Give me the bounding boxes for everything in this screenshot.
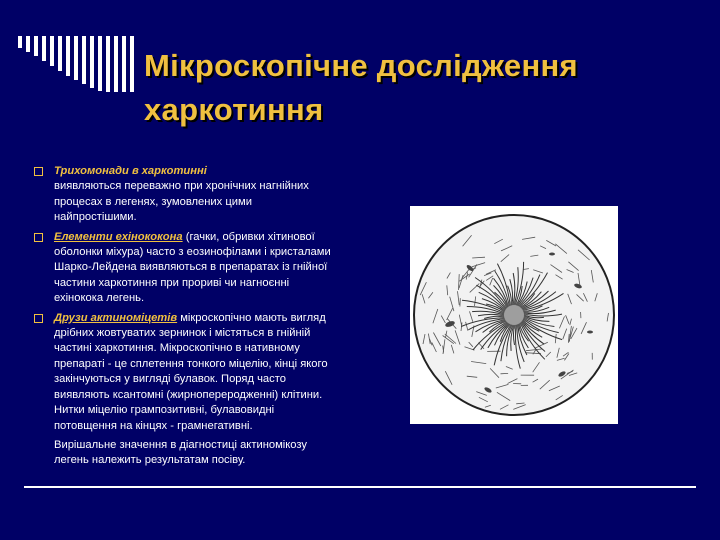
slide-title-line2: харкотиння [144,92,324,127]
bottom-divider [24,486,696,488]
slide-title-line1: Мікроскопічне дослідження [144,48,578,83]
bullet-term: Трихомонади в харкотинні [54,165,207,177]
bullet-list [34,164,334,469]
slide-title [144,44,704,132]
closing-paragraph: Вирішальне значення в діагностиці актиномікозу легень належить результатам посіву. [54,438,307,467]
bullet-text: мікроскопічно мають вигляд дрібних жовтуватих зернинок і містяться в гнійній частині харкотиння. Мікроскопічно в нативному препараті - це сплетення тонкого міцелію, кінці якого закінчуються у вигляді булавок. Поряд часто виявляють ксантомні (жирнопереродженні) клітини. Нитки міцелію грампозитивні, булавовидні потовщення на кінцях - грамнегативні. [54,311,328,432]
microscope-druse-illustration [410,206,618,424]
bullet-term: Елементи ехінококона [54,230,183,243]
bullet-item-echinococcus [34,230,334,307]
microscope-field-icon [410,206,618,424]
bullet-item-trichomonads [34,164,334,226]
square-bullet-icon [34,167,43,176]
square-bullet-icon [34,314,43,323]
decorative-stripes [18,36,138,92]
bullet-text: (гачки, обривки хітинової оболонки міхура) часто з еозинофілами і кристалами Шарко-Лейдена виявляються в препаратах із гнійної частини харкотиння при прориві чи нагноєнні ехінокока легень. [54,230,331,305]
bullet-item-actinomycetes [34,311,334,434]
square-bullet-icon [34,233,43,242]
bullet-text: виявляються переважно при хронічних нагнійних процесах в легенях, зумовлених цими найпростішими. [54,180,309,224]
bullet-term: Друзи актиноміцетів [54,311,178,324]
